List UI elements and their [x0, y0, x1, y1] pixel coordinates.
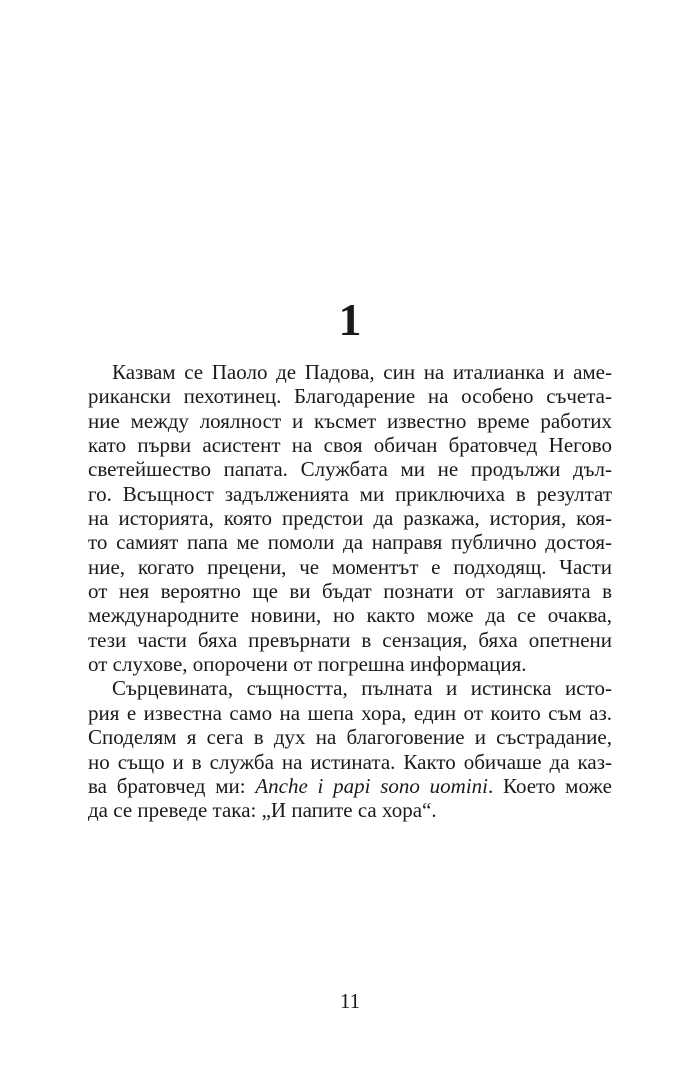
paragraph-2-line-4: но също и в служба на истината. Както обичаше да каз- — [88, 749, 612, 774]
chapter-number: 1 — [338, 294, 362, 345]
paragraph-2-line-6: да се преведе така: „И папите са хора“. — [88, 798, 437, 823]
paragraph-2-line-5 — [88, 774, 612, 798]
paragraph-1-line-8: то самият папа ме помоли да направя публично достоя- — [88, 530, 612, 555]
page-number: 11 — [339, 989, 361, 1013]
paragraph-2-line-3: Споделям я сега в дух на благоговение и състрадание, — [88, 725, 612, 750]
paragraph-1-line-9: ние, когато прецени, че моментът е подходящ. Части — [88, 554, 612, 579]
paragraph-1-line-6: го. Всъщност задълженията ми приключиха в резултат — [88, 481, 612, 506]
chapter-text — [88, 360, 612, 823]
paragraph-2-line-1: Сърцевината, същността, пълната и истинска исто- — [112, 676, 612, 701]
paragraph-1-line-3: ние между лоялност и късмет известно време работих — [88, 408, 612, 433]
paragraph-1-line-5: светейшество папата. Службата ми не продължи дъл- — [88, 457, 612, 482]
paragraph-1-line-7: на историята, която предстои да разкажа, история, коя- — [88, 506, 612, 531]
paragraph-1-line-13: от слухове, опорочени от погрешна информация. — [88, 652, 527, 677]
paragraph-1-line-1: Казвам се Паоло де Падова, син на италианка и аме- — [112, 360, 612, 384]
paragraph-1-line-4: като първи асистент на своя обичан братовчед Негово — [88, 433, 612, 458]
quote-line-after: . Което може — [487, 773, 612, 798]
paragraph-1-line-10: от нея вероятно ще ви бъдат познати от заглавията в — [88, 579, 612, 604]
italian-quote: Anche i papi sono uomini — [255, 773, 488, 798]
paragraph-1-line-2: рикански пехотинец. Благодарение на особено съчета- — [88, 384, 612, 409]
paragraph-2-line-2: рия е известна само на шепа хора, един от които съм аз. — [88, 700, 612, 725]
paragraph-1-line-12: тези части бяха превърнати в сензация, бяха опетнени — [88, 627, 612, 652]
quote-line-before: ва братовчед ми: — [88, 773, 256, 798]
paragraph-1-line-11: международните новини, но както може да се очаква, — [88, 603, 612, 628]
